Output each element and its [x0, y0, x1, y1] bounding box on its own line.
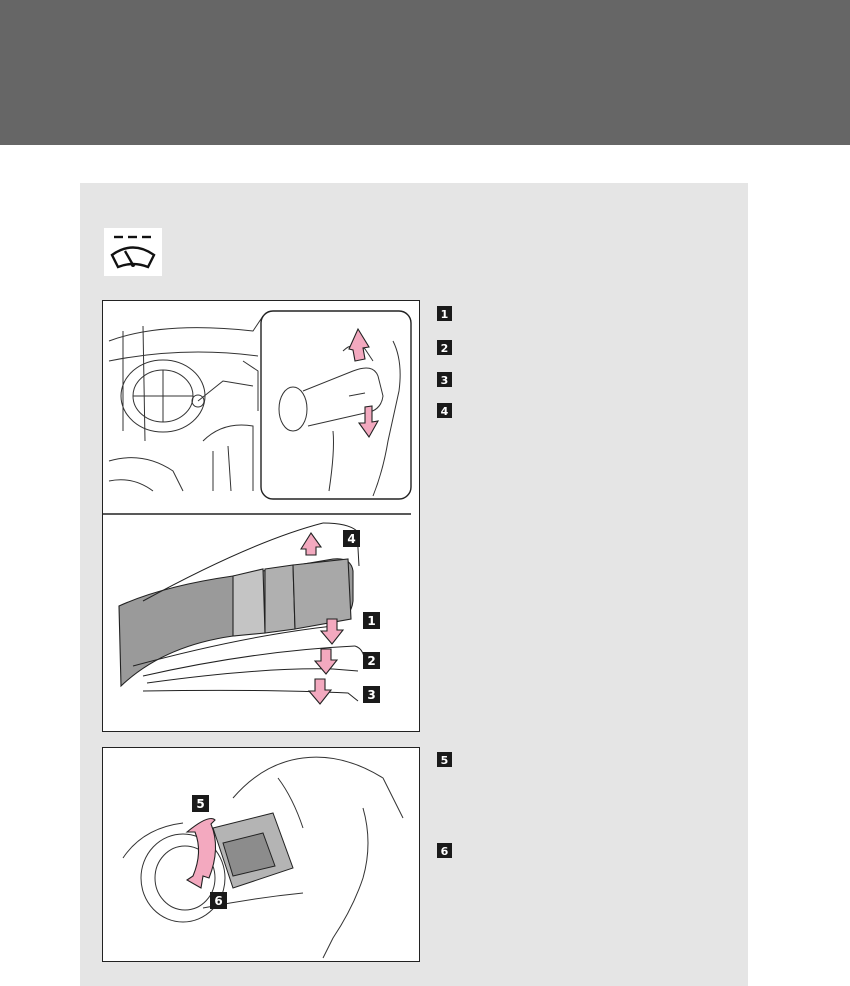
callout-1-label: 1	[367, 614, 376, 628]
wiper-icon-box	[104, 228, 162, 276]
step-badge-5: 5	[437, 752, 452, 767]
dashboard-drawing	[109, 316, 263, 491]
callout-5-label: 5	[196, 797, 205, 811]
callout-6-label: 6	[214, 894, 223, 908]
callout-4-label: 4	[347, 532, 356, 546]
rotation-arrow	[187, 819, 216, 889]
wiper-lever-stalk	[119, 559, 353, 686]
step-badge-4: 4	[437, 403, 452, 418]
header-band	[0, 0, 850, 145]
ring-operation-figure	[102, 747, 420, 962]
ring-operation-illustration	[103, 748, 419, 961]
step-badge-3: 3	[437, 372, 452, 387]
windshield-wiper-washer-icon	[104, 228, 162, 276]
step-badge-2: 2	[437, 340, 452, 355]
callout-3-label: 3	[367, 688, 376, 702]
zoom-detail-box	[261, 311, 411, 499]
step-badge-1: 1	[437, 306, 452, 321]
callout-2-label: 2	[367, 654, 376, 668]
lever-operation-illustration	[103, 301, 419, 731]
step-badge-6: 6	[437, 843, 452, 858]
lever-operation-figure	[102, 300, 420, 732]
